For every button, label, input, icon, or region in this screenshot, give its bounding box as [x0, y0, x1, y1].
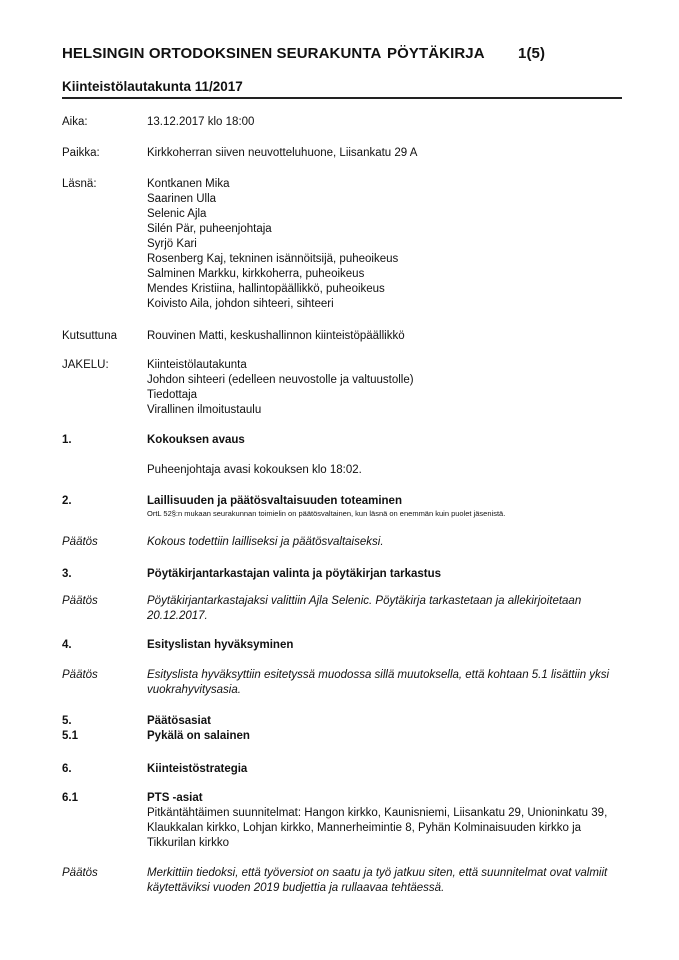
jakelu-label: JAKELU: — [62, 359, 109, 371]
distribution-list — [147, 358, 622, 418]
section-6-number: 6. — [62, 763, 72, 775]
aika-label: Aika: — [62, 116, 88, 128]
section-2-paatos-label: Päätös — [62, 536, 98, 548]
section-6-1-number: 6.1 — [62, 792, 78, 804]
section-4-paatos: Esityslista hyväksyttiin esitetyssä muodossa sillä muutoksella, että kohtaan 5.1 lisättiin yksi vuokrahyvitysasia. — [147, 669, 610, 696]
meeting-title: Kiinteistölautakunta 11/2017 — [62, 79, 243, 94]
distribution-item: Johdon sihteeri (edelleen neuvostolle ja valtuustolle) — [147, 374, 414, 386]
section-4-number: 4. — [62, 639, 72, 651]
attendee: Selenic Ajla — [147, 208, 207, 220]
section-6-1-text: Pitkäntähtäimen suunnitelmat: Hangon kirkko, Kaunisniemi, Liisankatu 29, Unioninkatu 39, Klaukkalan kirkko, Lohjan kirkko, Mannerheimintie 8, Pyhän Kolminaisuuden kirkko ja Tikkurilan kirkko — [147, 807, 608, 849]
attendee: Syrjö Kari — [147, 238, 197, 250]
section-6-title: Kiinteistöstrategia — [147, 763, 248, 775]
attendee: Kontkanen Mika — [147, 178, 230, 190]
section-5-1-title: Pykälä on salainen — [147, 730, 250, 742]
aika-value: 13.12.2017 klo 18:00 — [147, 116, 255, 128]
paikka-label: Paikka: — [62, 147, 100, 159]
section-2-note: OrtL 52§:n mukaan seurakunnan toimielin on päätösvaltainen, kun läsnä on enemmän kuin puolet jäsenistä. — [147, 509, 506, 518]
distribution-item: Kiinteistölautakunta — [147, 359, 247, 371]
title-divider — [62, 97, 622, 99]
kutsuttuna-label: Kutsuttuna — [62, 330, 117, 342]
section-2-number: 2. — [62, 495, 72, 507]
section-2-title: Laillisuuden ja päätösvaltaisuuden toteaminen — [147, 495, 402, 507]
section-6-1-paatos: Merkittiin tiedoksi, että työversiot on saatu ja työ jatkuu siten, että suunnitelmat ovat valmiit käytettäviksi vuoden 2019 budjettia ja rullaavaa tehtäessä. — [147, 867, 608, 894]
section-4-title: Esityslistan hyväksyminen — [147, 639, 294, 651]
distribution-item: Virallinen ilmoitustaulu — [147, 404, 262, 416]
section-5-number: 5. — [62, 715, 72, 727]
section-6-1-paatos-label: Päätös — [62, 867, 98, 879]
lasna-label: Läsnä: — [62, 178, 97, 190]
section-6-1-title: PTS -asiat — [147, 792, 203, 804]
section-1-title: Kokouksen avaus — [147, 434, 245, 446]
section-5-title: Päätösasiat — [147, 715, 211, 727]
section-2-paatos: Kokous todettiin lailliseksi ja päätösvaltaiseksi. — [147, 536, 384, 548]
section-1-number: 1. — [62, 434, 72, 446]
section-3-paatos: Pöytäkirjantarkastajaksi valittiin Ajla Selenic. Pöytäkirja tarkastetaan ja allekirjoitetaan 20.12.2017. — [147, 595, 582, 622]
section-1-text: Puheenjohtaja avasi kokouksen klo 18:02. — [147, 464, 362, 476]
attendee: Mendes Kristiina, hallintopäällikkö, puheoikeus — [147, 283, 385, 295]
paikka-value: Kirkkoherran siiven neuvotteluhuone, Liisankatu 29 A — [147, 147, 418, 159]
attendee: Rosenberg Kaj, tekninen isännöitsijä, puheoikeus — [147, 253, 399, 265]
organization-name: HELSINGIN ORTODOKSINEN SEURAKUNTA — [62, 45, 382, 62]
attendee: Silén Pär, puheenjohtaja — [147, 223, 272, 235]
attendee: Koivisto Aila, johdon sihteeri, sihteeri — [147, 298, 334, 310]
attendee: Saarinen Ulla — [147, 193, 217, 205]
document-type: PÖYTÄKIRJA — [387, 45, 485, 62]
section-3-title: Pöytäkirjantarkastajan valinta ja pöytäkirjan tarkastus — [147, 568, 442, 580]
attendee: Salminen Markku, kirkkoherra, puheoikeus — [147, 268, 365, 280]
page-number: 1(5) — [518, 45, 546, 62]
distribution-item: Tiedottaja — [147, 389, 198, 401]
section-3-paatos-label: Päätös — [62, 595, 98, 607]
section-4-paatos-label: Päätös — [62, 669, 98, 681]
section-5-1-number: 5.1 — [62, 730, 78, 742]
kutsuttuna-value: Rouvinen Matti, keskushallinnon kiinteistöpäällikkö — [147, 330, 405, 342]
section-3-number: 3. — [62, 568, 72, 580]
attendee-list — [147, 177, 622, 312]
